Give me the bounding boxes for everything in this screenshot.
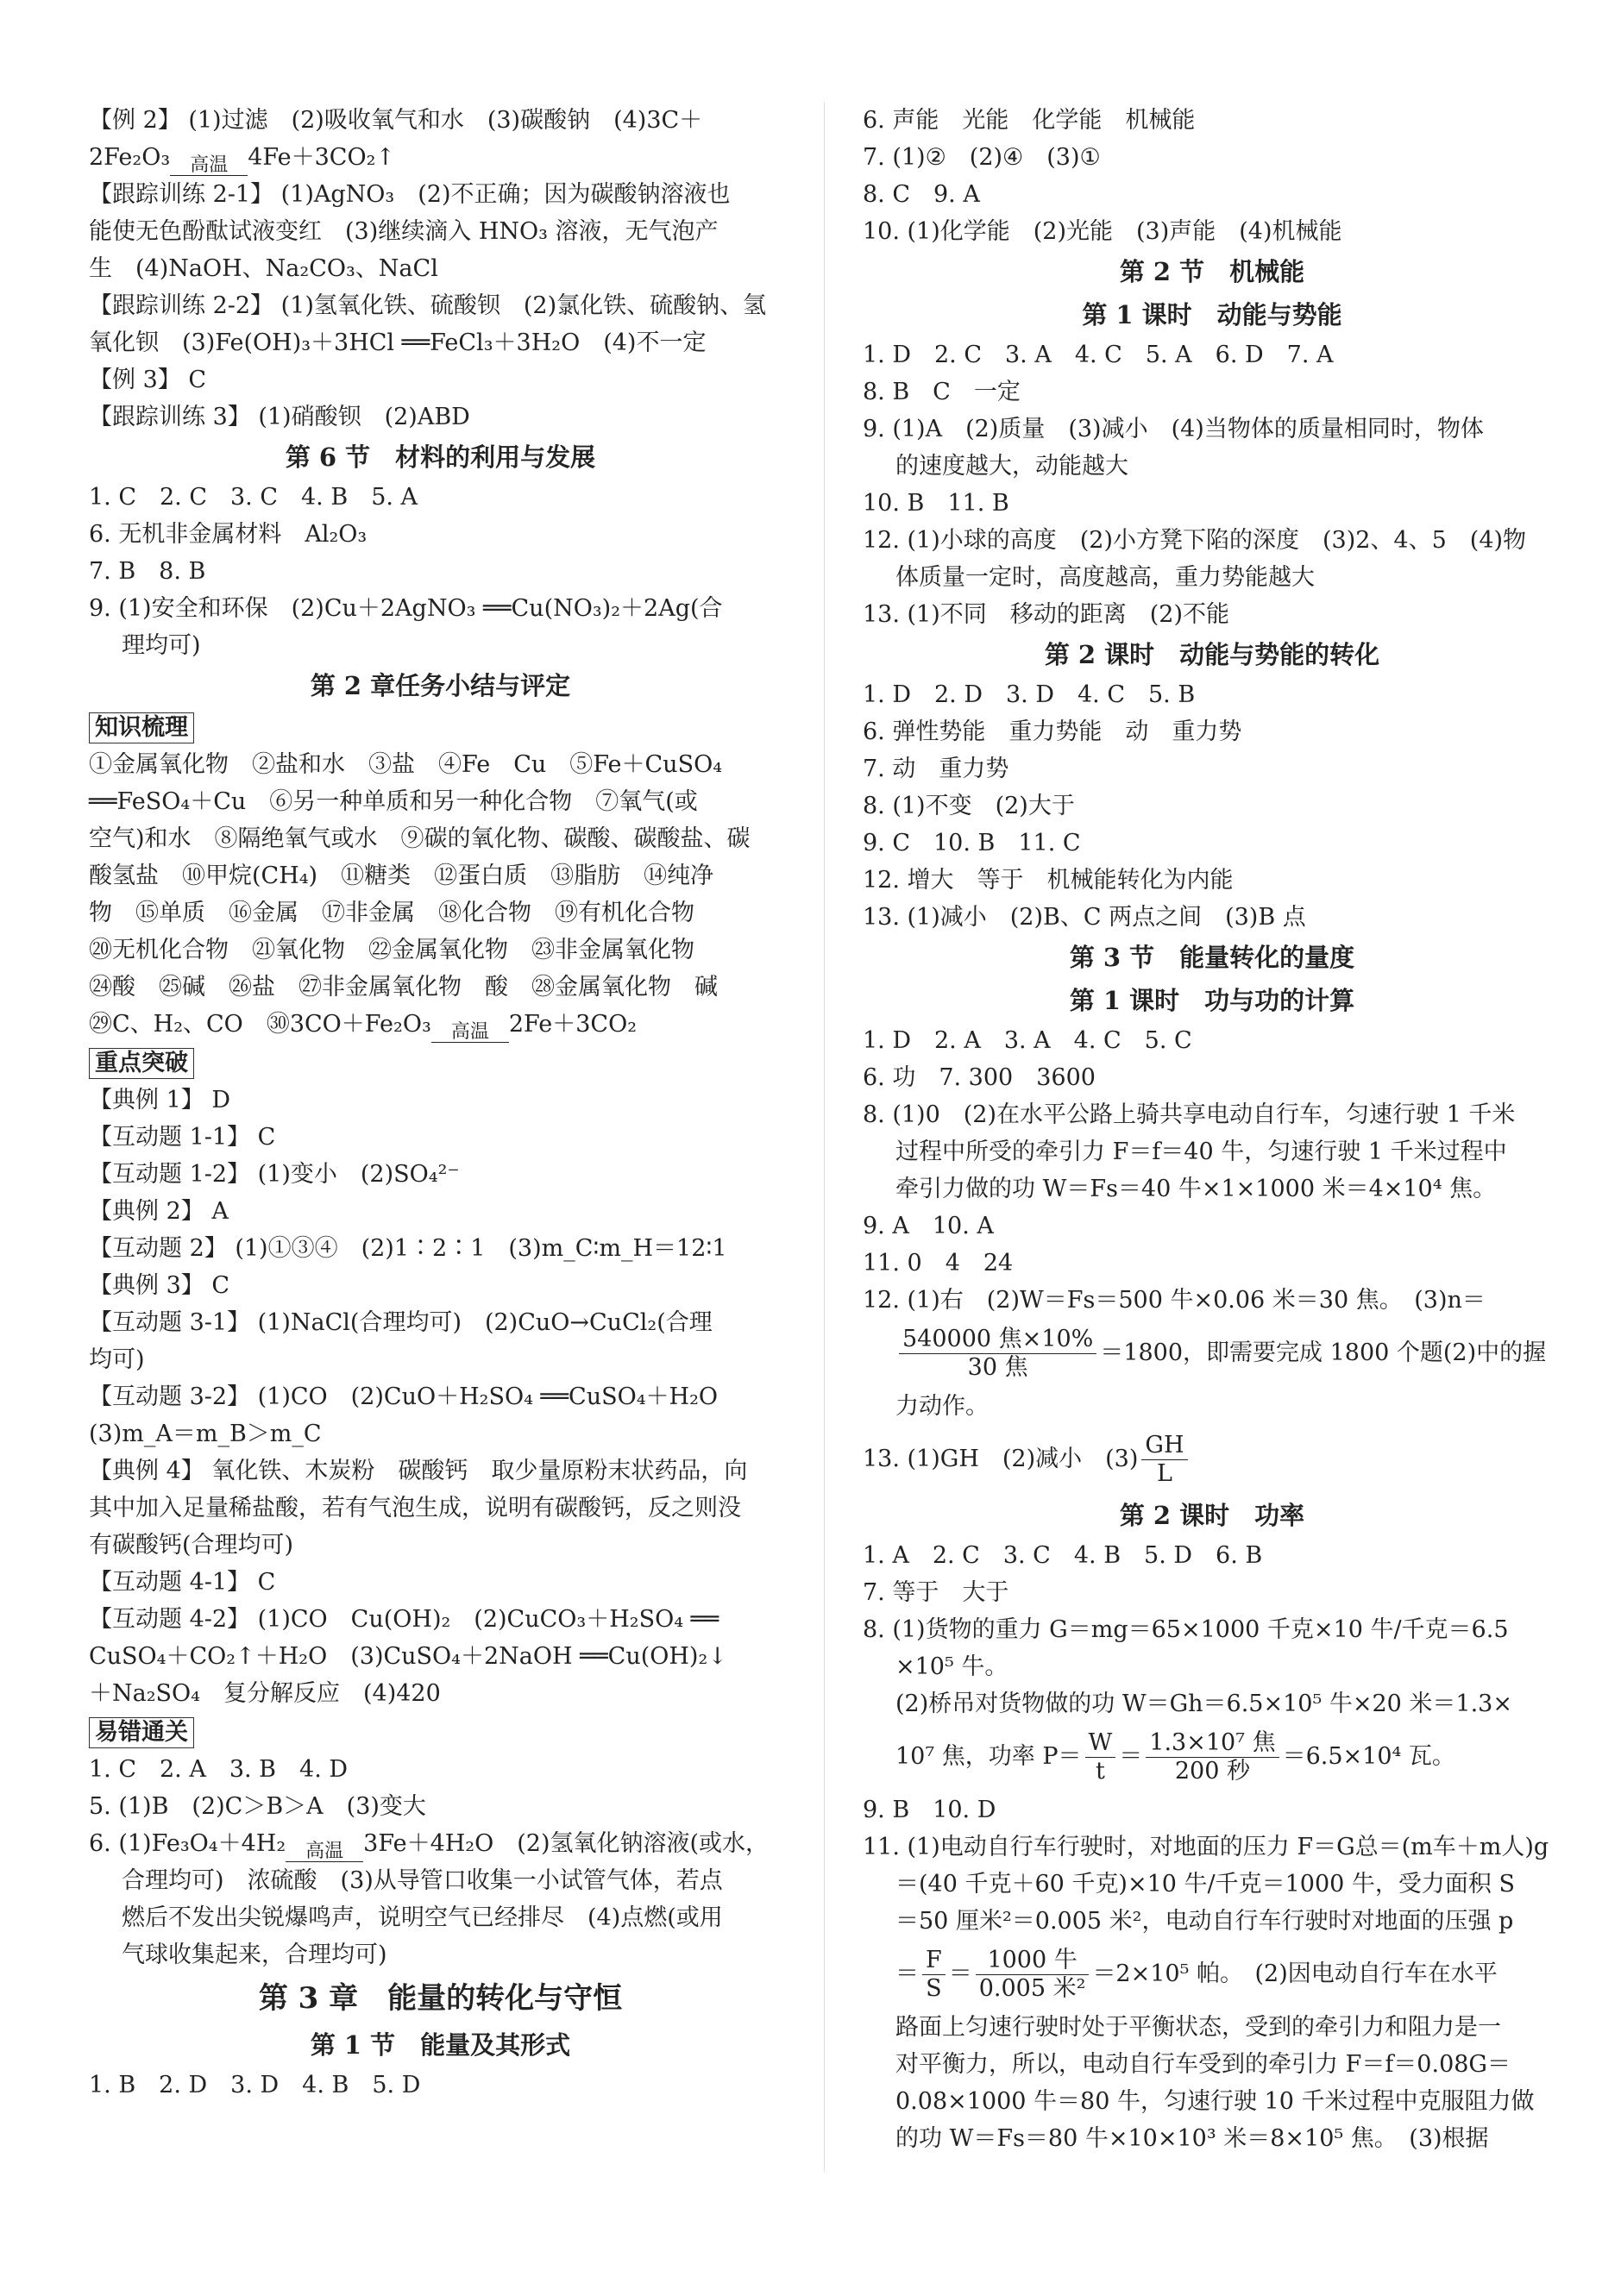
s3l1-answers-9-10: 9. A 10. A	[863, 1213, 994, 1239]
s3l2-answer-8-line4: 10⁷ 焦，功率 P＝ $\frac{W}{t}$ ＝ $\frac{\text{1.3×10⁷ 焦}}{\text{200 秒}}$ ＝6.5×10⁴ 瓦。	[895, 1729, 1455, 1785]
s3l2-answer-11-line5: 路面上匀速行驶时处于平衡状态，受到的牵引力和阻力是一	[895, 2014, 1501, 2041]
s2l1-answer-9-line1: 9. (1)A (2)质量 (3)减小 (4)当物体的质量相同时，物体	[863, 416, 1484, 442]
s2l2-answer-12: 12. 增大 等于 机械能转化为内能	[863, 867, 1234, 894]
s3l1-answer-8-line2: 过程中所受的牵引力 F＝f＝40 牛，匀速行驶 1 千米过程中	[895, 1139, 1507, 1165]
training-2-1-line3: 生 (4)NaOH、Na₂CO₃、NaCl	[89, 255, 438, 282]
reaction-condition: 高温	[170, 156, 248, 176]
s2l1-answers-1-7: 1. D 2. C 3. A 4. C 5. A 6. D 7. A	[863, 342, 1334, 368]
fraction: $\frac{\text{1.3×10⁷ 焦}}{\text{200 秒}}$	[1146, 1729, 1279, 1785]
example-2-line1: 【例 2】 (1)过滤 (2)吸收氧气和水 (3)碳酸钠 (4)3C＋	[89, 107, 703, 134]
ch3-sec1-answer-10: 10. (1)化学能 (2)光能 (3)声能 (4)机械能	[863, 218, 1342, 245]
sec6-answer-6: 6. 无机非金属材料 Al₂O₃	[89, 521, 368, 548]
example-3: 【例 3】 C	[89, 367, 207, 393]
interactive-4-2-line1: 【互动题 4-2】 (1)CO Cu(OH)₂ (2)CuCO₃＋H₂SO₄ ══	[89, 1606, 719, 1633]
s2l1-answer-12-line1: 12. (1)小球的高度 (2)小方凳下陷的深度 (3)2、4、5 (4)物	[863, 527, 1527, 554]
ch3-sec1-answers-1-5: 1. B 2. D 3. D 4. B 5. D	[89, 2072, 421, 2098]
training-2-2-line2: 氧化钡 (3)Fe(OH)₃＋3HCl ══FeCl₃＋3H₂O (4)不一定	[89, 329, 707, 356]
error-answer-5: 5. (1)B (2)C＞B＞A (3)变大	[89, 1793, 426, 1820]
sec6-answer-9-line2: 理均可)	[122, 632, 201, 659]
knowledge-line4: 酸氢盐 ⑩甲烷(CH₄) ⑪糖类 ⑫蛋白质 ⑬脂肪 ⑭纯净	[89, 863, 714, 889]
classic-example-4-line3: 有碳酸钙(合理均可)	[89, 1532, 294, 1559]
training-2-2-line1: 【跟踪训练 2-2】 (1)氢氧化铁、硫酸钡 (2)氯化铁、硫酸钠、氢	[89, 292, 767, 319]
sec6-answers-7-8: 7. B 8. B	[89, 558, 206, 585]
ch3-sec1-answer-6: 6. 声能 光能 化学能 机械能	[863, 107, 1196, 134]
s3l2-answer-11-line3: ＝50 厘米²＝0.005 米²，电动自行车行驶时对地面的压强 p	[895, 1908, 1514, 1935]
s2l1-answer-12-line2: 体质量一定时，高度越高，重力势能越大	[895, 564, 1315, 591]
error-answers-1-4: 1. C 2. A 3. B 4. D	[89, 1756, 349, 1783]
training-2-1-line2: 能使无色酚酞试液变红 (3)继续滴入 HNO₃ 溶液，无气泡产	[89, 218, 719, 245]
training-2-1-line1: 【跟踪训练 2-1】 (1)AgNO₃ (2)不正确；因为碳酸钠溶液也	[89, 181, 731, 208]
equation-reactants: 2Fe₂O₃	[89, 144, 171, 171]
s2l2-answer-7: 7. 动 重力势	[863, 756, 1009, 782]
s2l2-answer-6: 6. 弹性势能 重力势能 动 重力势	[863, 718, 1242, 745]
column-divider	[824, 102, 825, 2172]
training-3: 【跟踪训练 3】 (1)硝酸钡 (2)ABD	[89, 404, 470, 430]
interactive-3-1-line1: 【互动题 3-1】 (1)NaCl(合理均可) (2)CuO→CuCl₂(合理	[89, 1309, 713, 1336]
chapter-2-summary-title: 第 2 章任务小结与评定	[310, 671, 571, 700]
s3l2-answer-8-line2: ×10⁵ 牛。	[895, 1653, 1008, 1680]
section-2-title: 第 2 节 机械能	[1119, 257, 1305, 286]
s3l1-answer-13: 13. (1)GH (2)减小 (3) $\frac{GH}{L}$	[863, 1425, 1561, 1494]
interactive-3-1-line2: 均可)	[89, 1346, 145, 1373]
s2l1-answer-8: 8. B C 一定	[863, 379, 1021, 405]
s3l2-answer-11-line8: 的功 W＝Fs＝80 牛×10×10³ 米＝8×10⁵ 焦。 (3)根据	[895, 2125, 1489, 2152]
knowledge-line1: ①金属氧化物 ②盐和水 ③盐 ④Fe Cu ⑤Fe＋CuSO₄	[89, 751, 723, 778]
fraction: $\frac{\text{540000 焦×10\%}}{\text{30 焦}}$	[899, 1326, 1096, 1382]
s2l1-answer-9-line2: 的速度越大，动能越大	[895, 453, 1128, 480]
interactive-4-2-line3: ＋Na₂SO₄ 复分解反应 (4)420	[89, 1680, 441, 1707]
sec6-answers-1-5: 1. C 2. C 3. C 4. B 5. A	[89, 484, 418, 511]
s3l1-answer-8-line3: 牵引力做的功 W＝Fs＝40 牛×1×1000 米＝4×10⁴ 焦。	[895, 1176, 1497, 1202]
classic-example-4-line2: 其中加入足量稀盐酸，若有气泡生成，说明有碳酸钙，反之则没	[89, 1495, 741, 1521]
sec6-answer-9-line1: 9. (1)安全和环保 (2)Cu＋2AgNO₃ ══Cu(NO₃)₂＋2Ag(合	[89, 595, 723, 622]
interactive-1-2: 【互动题 1-2】 (1)变小 (2)SO₄²⁻	[89, 1161, 460, 1188]
s3l1-answer-8-line1: 8. (1)0 (2)在水平公路上骑共享电动自行车，匀速行驶 1 千米	[863, 1101, 1516, 1128]
s2l2-answer-13: 13. (1)减小 (2)B、C 两点之间 (3)B 点	[863, 904, 1306, 931]
s3l2-answer-11-line6: 对平衡力，所以，电动自行车受到的牵引力 F＝f＝0.08G＝	[895, 2051, 1511, 2078]
classic-example-1: 【典例 1】 D	[89, 1087, 230, 1113]
knowledge-line6: ⑳无机化合物 ㉑氧化物 ㉒金属氧化物 ㉓非金属氧化物	[89, 937, 694, 963]
key-breakthrough-label: 重点突破	[89, 1048, 194, 1079]
lesson-3-title: 第 1 课时 功与功的计算	[1069, 986, 1355, 1015]
interactive-2: 【互动题 2】 (1)①③④ (2)1∶2∶1 (3)m_C∶m_H＝12∶1	[89, 1235, 727, 1262]
ch3-sec1-answers-8-9: 8. C 9. A	[863, 181, 980, 208]
error-answer-6-line2: 合理均可) 浓硫酸 (3)从导管口收集一小试管气体，若点	[122, 1867, 723, 1894]
s3l2-answer-11-line2: ＝(40 千克＋60 千克)×10 牛/千克＝1000 牛，受力面积 S	[895, 1871, 1515, 1898]
fraction: $\frac{GH}{L}$	[1141, 1432, 1187, 1488]
s2l1-answer-13: 13. (1)不同 移动的距离 (2)不能	[863, 601, 1230, 628]
s2l2-answers-9-11: 9. C 10. B 11. C	[863, 830, 1081, 856]
equation-products: 4Fe＋3CO₂↑	[248, 144, 396, 171]
error-answer-6-line3: 燃后不发出尖锐爆鸣声，说明空气已经排尽 (4)点燃(或用	[122, 1904, 723, 1931]
error-answer-6-line1: 6. (1)Fe₃O₄＋4H₂ 高温 3Fe＋4H₂O (2)氢氧化钠溶液(或水，	[89, 1830, 770, 1862]
knowledge-review-label: 知识梳理	[89, 712, 194, 743]
s3l1-answer-12-line2: $\frac{\text{540000 焦×10\%}}{\text{30 焦}}$ ＝1800，即需要完成 1800 个题(2)中的握	[863, 1319, 1561, 1388]
section-6-title: 第 6 节 材料的利用与发展	[285, 442, 596, 472]
fraction: $\frac{F}{S}$	[922, 1947, 946, 2003]
s3l2-answers-9-10: 9. B 10. D	[863, 1797, 996, 1823]
error-answer-6-line4: 气球收集起来，合理均可)	[122, 1942, 387, 1968]
s3l2-answer-11-line7: 0.08×1000 牛＝80 牛，匀速行驶 10 千米过程中克服阻力做	[895, 2088, 1535, 2115]
s3l2-answer-11-line4: ＝ $\frac{F}{S}$ ＝ $\frac{\text{1000 牛}}{\text{0.005 米²}}$ ＝2×10⁵ 帕。 (2)因电动自行车在水平	[895, 1947, 1498, 2002]
lesson-1-title: 第 1 课时 动能与势能	[1082, 300, 1342, 329]
knowledge-line2: ══FeSO₄＋Cu ⑥另一种单质和另一种化合物 ⑦氧气(或	[89, 788, 698, 815]
ch3-sec1-answer-7: 7. (1)② (2)④ (3)①	[863, 144, 1101, 171]
interactive-4-2-line2: CuSO₄＋CO₂↑＋H₂O (3)CuSO₄＋2NaOH ══Cu(OH)₂↓	[89, 1643, 727, 1670]
s3l2-answers-1-6: 1. A 2. C 3. C 4. B 5. D 6. B	[863, 1542, 1263, 1569]
s3l2-answer-7: 7. 等于 大于	[863, 1579, 1009, 1606]
knowledge-line3: 空气)和水 ⑧隔绝氧气或水 ⑨碳的氧化物、碳酸、碳酸盐、碳	[89, 825, 751, 852]
right-column	[863, 102, 1561, 2157]
section-3-title: 第 3 节 能量转化的量度	[1069, 943, 1355, 972]
reaction-condition: 高温	[286, 1842, 363, 1862]
knowledge-line5: 物 ⑮单质 ⑯金属 ⑰非金属 ⑱化合物 ⑲有机化合物	[89, 900, 694, 926]
classic-example-4-line1: 【典例 4】 氧化铁、木炭粉 碳酸钙 取少量原粉末状药品，向	[89, 1458, 748, 1484]
s3l1-answer-12-line3: 力动作。	[895, 1393, 989, 1420]
interactive-3-2-line2: (3)m_A＝m_B＞m_C	[89, 1421, 322, 1447]
s2l1-answers-10-11: 10. B 11. B	[863, 490, 1009, 517]
left-column	[89, 102, 792, 2104]
knowledge-line8: ㉙C、H₂、CO ㉚3CO＋Fe₂O₃ 高温 2Fe＋3CO₂	[89, 1011, 638, 1043]
s3l1-answer-12-line1: 12. (1)右 (2)W＝Fs＝500 牛×0.06 米＝30 焦。 (3)n＝	[863, 1287, 1486, 1314]
s2l2-answers-1-5: 1. D 2. D 3. D 4. C 5. B	[863, 681, 1196, 708]
s3l2-answer-8-line1: 8. (1)货物的重力 G＝mg＝65×1000 千克×10 牛/千克＝6.5	[863, 1616, 1509, 1643]
chapter-3-title: 第 3 章 能量的转化与守恒	[258, 1981, 623, 2016]
s3l1-answers-6-7: 6. 功 7. 300 3600	[863, 1064, 1096, 1091]
interactive-4-1: 【互动题 4-1】 C	[89, 1569, 276, 1596]
s3l2-answer-11-line1: 11. (1)电动自行车行驶时，对地面的压力 F＝G总＝(m车＋m人)g	[863, 1834, 1549, 1860]
s2l2-answer-8: 8. (1)不变 (2)大于	[863, 793, 1075, 819]
s3l1-answer-11: 11. 0 4 24	[863, 1250, 1014, 1277]
classic-example-3: 【典例 3】 C	[89, 1272, 230, 1299]
error-prone-label: 易错通关	[89, 1717, 194, 1748]
reaction-condition: 高温	[431, 1023, 509, 1043]
interactive-1-1: 【互动题 1-1】 C	[89, 1124, 276, 1151]
lesson-4-title: 第 2 课时 功率	[1119, 1501, 1305, 1530]
interactive-3-2-line1: 【互动题 3-2】 (1)CO (2)CuO＋H₂SO₄ ══CuSO₄＋H₂O	[89, 1383, 719, 1410]
fraction: $\frac{W}{t}$	[1085, 1729, 1116, 1785]
s3l1-answers-1-5: 1. D 2. A 3. A 4. C 5. C	[863, 1027, 1192, 1054]
fraction: $\frac{\text{1000 牛}}{\text{0.005 米²}}$	[976, 1947, 1090, 2003]
s3l2-answer-8-line3: (2)桥吊对货物做的功 W＝Gh＝6.5×10⁵ 牛×20 米＝1.3×	[895, 1691, 1512, 1717]
example-2-line2	[89, 139, 792, 176]
knowledge-line7: ㉔酸 ㉕碱 ㉖盐 ㉗非金属氧化物 酸 ㉘金属氧化物 碱	[89, 974, 718, 1001]
classic-example-2: 【典例 2】 A	[89, 1198, 229, 1225]
lesson-2-title: 第 2 课时 动能与势能的转化	[1044, 640, 1380, 669]
chapter-3-section-1-title: 第 1 节 能量及其形式	[310, 2030, 571, 2060]
